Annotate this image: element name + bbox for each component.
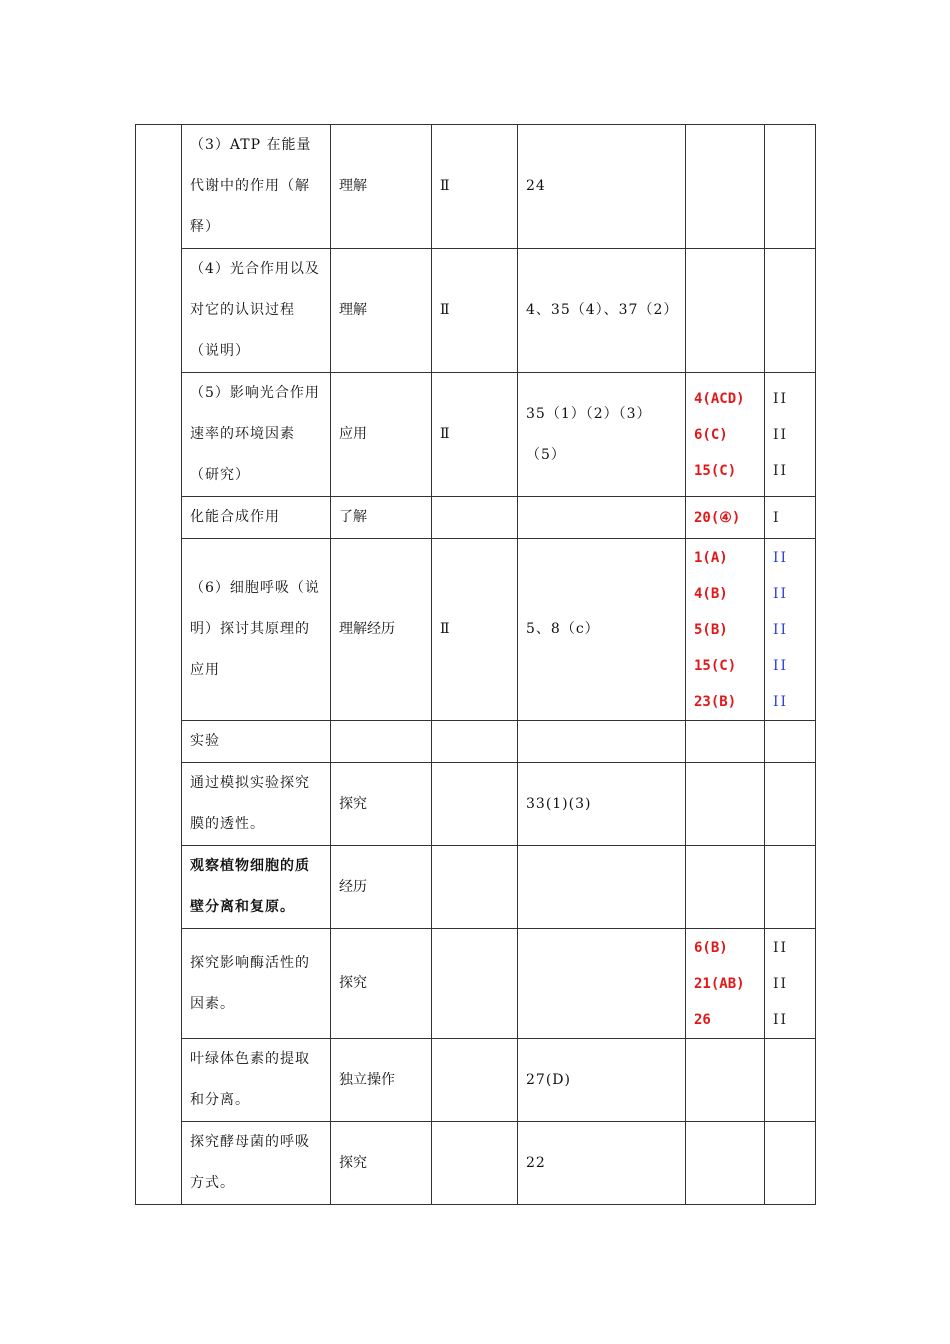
level-cell [432, 929, 518, 1039]
level-cell [432, 1122, 518, 1205]
difficulty-cell [765, 763, 816, 846]
content-description: 叶绿体色素的提取和分离。 [182, 1039, 331, 1122]
exam-questions-cell [686, 763, 765, 846]
difficulty-cell [765, 929, 816, 1039]
exam-questions-cell [686, 721, 765, 763]
difficulty-cell [765, 721, 816, 763]
level-cell: Ⅱ [432, 539, 518, 721]
table-row [136, 539, 816, 721]
difficulty-cell [765, 1039, 816, 1122]
requirement-cell: 了解 [331, 497, 432, 539]
exam-question-label: 23(B) [694, 693, 737, 710]
reference-questions-cell: 5、8（c） [518, 539, 686, 721]
reference-questions-cell: 35（1）（2）（3）（5） [518, 373, 686, 497]
requirement-cell: 应用 [331, 373, 432, 497]
content-description: 实验 [182, 721, 331, 763]
difficulty-grade: II [773, 939, 789, 956]
difficulty-cell [765, 846, 816, 929]
level-cell: Ⅱ [432, 125, 518, 249]
difficulty-cell [765, 125, 816, 249]
requirement-cell [331, 721, 432, 763]
content-description: 通过模拟实验探究膜的透性。 [182, 763, 331, 846]
reference-questions-cell [518, 846, 686, 929]
exam-questions-cell [686, 1039, 765, 1122]
table-row [136, 1122, 816, 1205]
table-row [136, 763, 816, 846]
difficulty-grade: II [773, 693, 789, 710]
exam-questions-cell [686, 497, 765, 539]
exam-question-label: 4(ACD) [694, 390, 745, 407]
exam-question-label: 20(④) [694, 509, 741, 526]
level-cell [432, 763, 518, 846]
content-description: （3）ATP 在能量代谢中的作用（解释） [182, 125, 331, 249]
exam-question-label: 5(B) [694, 621, 728, 638]
exam-question-label: 15(C) [694, 657, 737, 674]
reference-questions-cell: 22 [518, 1122, 686, 1205]
reference-questions-cell [518, 929, 686, 1039]
difficulty-cell [765, 1122, 816, 1205]
difficulty-cell [765, 373, 816, 497]
reference-questions-cell: 4、35（4）、37（2） [518, 249, 686, 373]
reference-questions-cell: 33(1)(3) [518, 763, 686, 846]
table-row [136, 1039, 816, 1122]
difficulty-cell [765, 539, 816, 721]
requirement-cell: 探究 [331, 763, 432, 846]
exam-question-label: 4(B) [694, 585, 728, 602]
requirement-cell: 理解经历 [331, 539, 432, 721]
exam-questions-cell [686, 846, 765, 929]
difficulty-grade: II [773, 426, 789, 443]
table-row [136, 497, 816, 539]
table-row [136, 721, 816, 763]
difficulty-grade: II [773, 1011, 789, 1028]
difficulty-grade: II [773, 585, 789, 602]
table-body [136, 125, 816, 1205]
requirement-cell: 理解 [331, 249, 432, 373]
reference-questions-cell [518, 721, 686, 763]
content-description: （5）影响光合作用速率的环境因素（研究） [182, 373, 331, 497]
exam-question-label: 21(AB) [694, 975, 745, 992]
requirement-cell: 探究 [331, 929, 432, 1039]
requirement-cell: 经历 [331, 846, 432, 929]
requirement-cell: 独立操作 [331, 1039, 432, 1122]
difficulty-grade: II [773, 390, 789, 407]
requirement-cell: 理解 [331, 125, 432, 249]
level-cell: Ⅱ [432, 373, 518, 497]
content-description: 观察植物细胞的质壁分离和复原。 [182, 846, 331, 929]
exam-question-label: 6(B) [694, 939, 728, 956]
reference-questions-cell: 27(D) [518, 1039, 686, 1122]
difficulty-grade: II [773, 549, 789, 566]
exam-questions-cell [686, 249, 765, 373]
content-description: 探究酵母菌的呼吸方式。 [182, 1122, 331, 1205]
level-cell [432, 721, 518, 763]
requirement-cell: 探究 [331, 1122, 432, 1205]
exam-questions-cell [686, 125, 765, 249]
difficulty-grade: II [773, 657, 789, 674]
table-row [136, 929, 816, 1039]
difficulty-cell [765, 249, 816, 373]
exam-question-label: 6(C) [694, 426, 728, 443]
content-description: （4）光合作用以及对它的认识过程（说明） [182, 249, 331, 373]
reference-questions-cell: 24 [518, 125, 686, 249]
level-cell [432, 1039, 518, 1122]
difficulty-cell [765, 497, 816, 539]
exam-questions-cell [686, 373, 765, 497]
curriculum-table [135, 124, 816, 1205]
difficulty-grade: I [773, 509, 781, 526]
exam-questions-cell [686, 539, 765, 721]
difficulty-grade: II [773, 462, 789, 479]
level-cell [432, 497, 518, 539]
exam-questions-cell [686, 1122, 765, 1205]
exam-questions-cell [686, 929, 765, 1039]
category-cell [136, 125, 182, 1205]
level-cell: Ⅱ [432, 249, 518, 373]
table-row [136, 125, 816, 249]
content-description: 化能合成作用 [182, 497, 331, 539]
exam-question-label: 26 [694, 1011, 711, 1028]
exam-question-label: 15(C) [694, 462, 737, 479]
level-cell [432, 846, 518, 929]
difficulty-grade: II [773, 975, 789, 992]
content-description: 探究影响酶活性的因素。 [182, 929, 331, 1039]
table-row [136, 249, 816, 373]
content-description: （6）细胞呼吸（说明）探讨其原理的应用 [182, 539, 331, 721]
table-row [136, 846, 816, 929]
reference-questions-cell [518, 497, 686, 539]
difficulty-grade: II [773, 621, 789, 638]
table-row [136, 373, 816, 497]
exam-question-label: 1(A) [694, 549, 728, 566]
